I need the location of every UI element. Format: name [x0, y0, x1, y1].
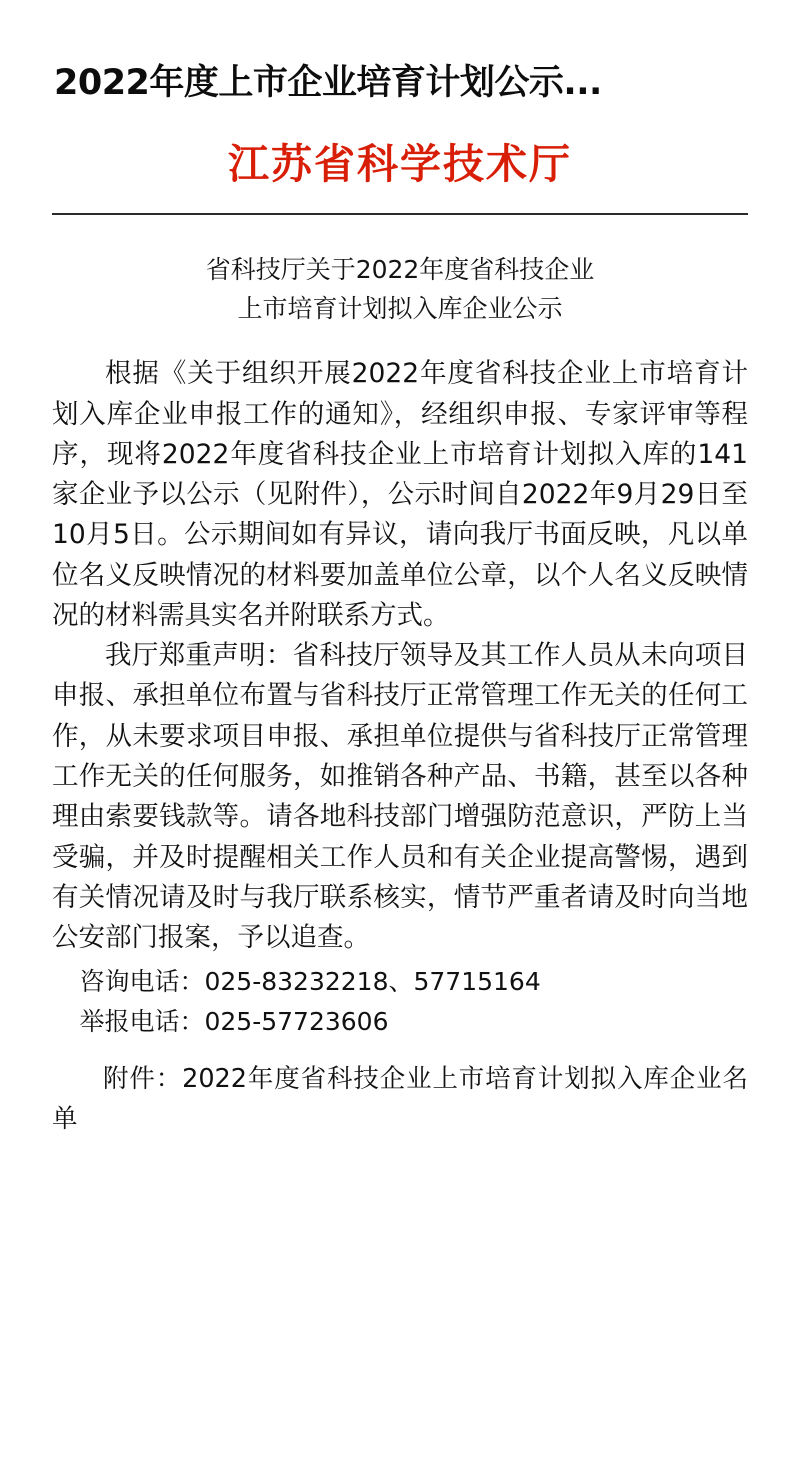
- attachment-note: 附件：2022年度省科技企业上市培育计划拟入库企业名单: [52, 1064, 748, 1134]
- document-body: [52, 354, 748, 1139]
- document-title-line-2: 上市培育计划拟入库企业公示: [237, 293, 563, 323]
- body-paragraph-2: 我厅郑重声明：省科技厅领导及其工作人员从未向项目申报、承担单位布置与省科技厅正常管理工作无关的任何工作，从未要求项目申报、承担单位提供与省科技厅正常管理工作无关的任何服务，如推销各种产品、书籍，甚至以各种理由索要钱款等。请各地科技部门增强防范意识，严防上当受骗，并及时提醒相关工作人员和有关企业提高警惕，遇到有关情况请及时与我厅联系核实，情节严重者请及时向当地公安部门报案，予以追查。: [52, 640, 748, 954]
- document-page: [0, 62, 800, 1483]
- header-divider: [52, 213, 748, 215]
- agency-name: 江苏省科学技术厅: [228, 139, 572, 188]
- report-phone: 举报电话：025-57723606: [79, 1007, 389, 1037]
- document-title: [52, 251, 748, 329]
- body-paragraph-1: 根据《关于组织开展2022年度省科技企业上市培育计划入库企业申报工作的通知》，经组织申报、专家评审等程序，现将2022年度省科技企业上市培育计划拟入库的141家企业予以公示（见附件），公示时间自2022年9月29日至10月5日。公示期间如有异议，请向我厅书面反映，凡以单位名义反映情况的材料要加盖单位公章，以个人名义反映情况的材料需具实名并附联系方式。: [52, 358, 748, 631]
- page-title: 2022年度上市企业培育计划公示...: [54, 63, 602, 103]
- consultation-phone: 咨询电话：025-83232218、57715164: [79, 967, 541, 997]
- contact-block: [52, 962, 748, 1042]
- document-title-line-1: 省科技厅关于2022年度省科技企业: [205, 254, 595, 284]
